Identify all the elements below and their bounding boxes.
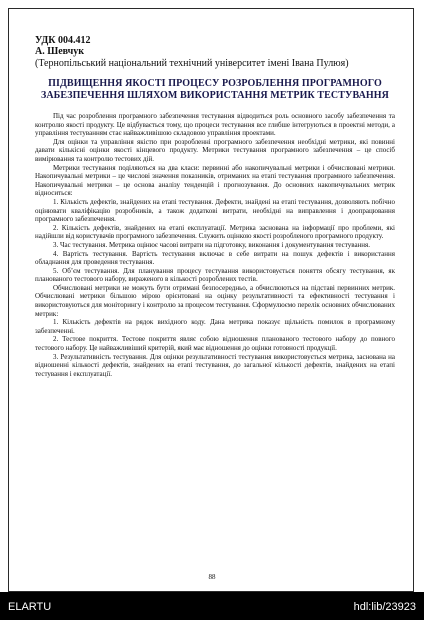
article-title-line-2: ЗАБЕЗПЕЧЕННЯ ШЛЯХОМ ВИКОРИСТАННЯ МЕТРИК ТЕСТУВАННЯ: [40, 90, 390, 101]
body-paragraph: 5. Об’єм тестування. Для планування процесу тестування використовується поняття обсягу тестування, як планованого тестового набору, вираженого в кількості розроблених тестів.: [35, 266, 395, 284]
udk-code: УДК 004.412: [35, 35, 91, 46]
body-paragraph: Метрики тестування поділяються на два класи: первинні або накопичувальні метрики і обчислювані метрики. Накопичувальні метрики – це числові значення показників, отриманих на етапі тестування програмного забезпечення. Накопичувальні метрики – це основа аналізу тенденцій і прогнозування. До основних накопичувальних метрик відноситься:: [35, 163, 395, 198]
body-paragraph: Для оцінки та управління якістю при розробленні програмного забезпечення необхідні метрики, які повинні давати кількісні оцінки якості кінцевого продукту. Метрики тестування програмного забезпечення – це спосіб вимірювання та контролю тестових дій.: [35, 137, 395, 163]
document-page: [8, 8, 414, 592]
body-paragraph: 2. Тестове покриття. Тестове покриття являє собою відношення планованого тестового набору до повного тестового набору. Це найважливіший критерій, який має відношення до оцінки готовності продукції.: [35, 335, 395, 353]
page-number: 88: [208, 573, 216, 581]
author-affiliation: (Тернопільський національний технічний університет імені Івана Пулюя): [35, 58, 349, 69]
footer-bar: [0, 592, 424, 620]
repository-label: ELARTU: [8, 601, 52, 613]
body-paragraph: 2. Кількість дефектів, знайдених на етапі експлуатації. Метрика заснована на інформації про проблеми, які надійшли від користувачів програмного забезпечення. Служить оцінкою якості розробленого програмного продукту.: [35, 223, 395, 241]
body-paragraph: 4. Вартість тестування. Вартість тестування включає в себе витрати на пошук дефектів і використання обладнання для проведення тестування.: [35, 249, 395, 267]
body-paragraph: 3. Час тестування. Метрика оцінює часові витрати на підготовку, виконання і документування тестування.: [53, 240, 371, 249]
body-paragraph: 1. Кількість дефектів, знайдених на етапі тестування. Дефекти, знайдені на етапі тестування, дозволяють побічно оцінювати кваліфікацію розробників, а також додаткові витрати, необхідні на виправлення і доопрацювання програмного забезпечення.: [35, 197, 395, 224]
author-name: А. Шевчук: [35, 46, 85, 57]
article-title-line-1: ПІДВИЩЕННЯ ЯКОСТІ ПРОЦЕСУ РОЗРОБЛЕННЯ ПРОГРАМНОГО: [48, 78, 382, 89]
body-paragraph: 1. Кількість дефектів на рядок вихідного коду. Дана метрика показує щільність помилок в програмному забезпеченні.: [35, 318, 395, 335]
body-paragraph: Обчислювані метрики не можуть бути отримані безпосередньо, а обчислюються на підставі первинних метрик. Обчислювані метрики більшою мірою орієнтовані на оцінку результативності та ефективності тестування і використовуються для моніторингу і контролю за процесом тестування. Сформулюємо перелік основних обчислюваних метрик:: [35, 283, 395, 318]
article-body: [35, 112, 395, 378]
article-title: [35, 78, 395, 102]
body-paragraph: Під час розроблення програмного забезпечення тестування відводиться роль основного засобу забезпечення та контролю якості продукту. Це відбувається тому, що процеси тестування все глибше інтегруються в проектні методи, а управління тестуванням стає найважливішою складовою управління проектами.: [35, 112, 395, 138]
body-paragraph: 3. Результативність тестування. Для оцінки результативності тестування використовується метрика, заснована на відношенні кількості дефектів, знайдених на етапі тестування, до загальної кількості дефектів, знайдених на етапі тестування і експлуатації.: [35, 352, 395, 378]
page-content: [35, 35, 395, 378]
handle-link[interactable]: hdl:lib/23923: [353, 601, 416, 613]
